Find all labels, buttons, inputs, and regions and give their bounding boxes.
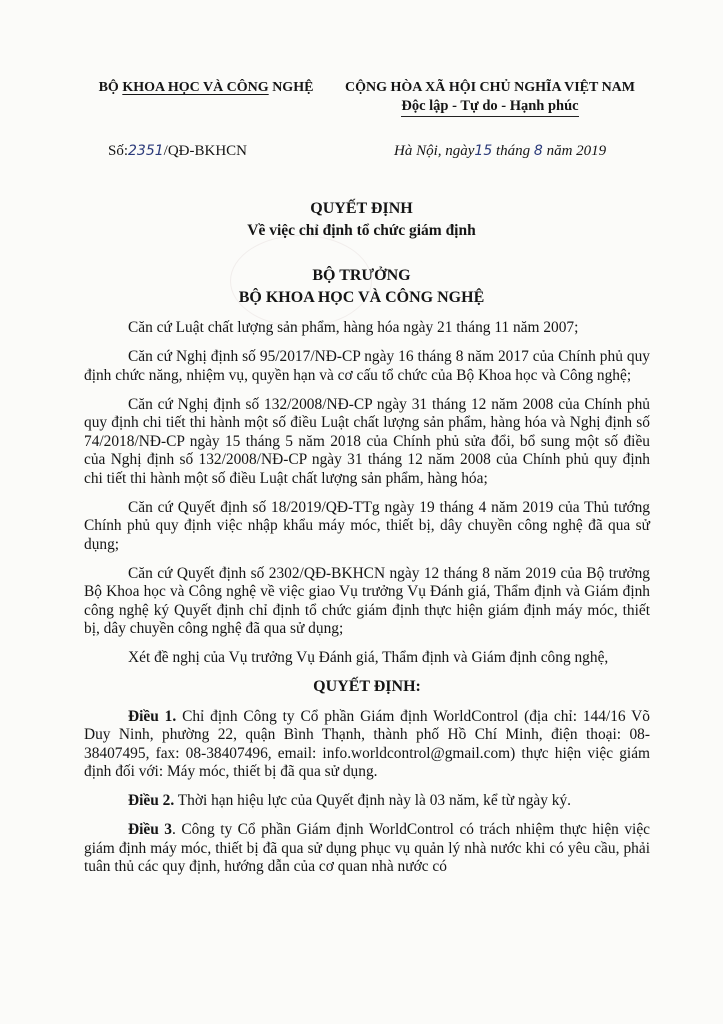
article-1-text: Chỉ định Công ty Cổ phần Giám định WorldControl (địa chỉ: 144/16 Võ Duy Ninh, phường 22, quận Bình Thạnh, thành phố Hồ Chí Minh, điện thoại: 08-38407495, fax: 08-38407496, email: info.worldcontrol@gmail.com) thực hiện việc giám định đối với: Máy móc, thiết bị đã qua sử dụng. xyxy=(84,707,650,780)
article-3-label: Điều 3 xyxy=(128,821,172,838)
article-3 xyxy=(84,821,650,877)
number-suffix: /QĐ-BKHCN xyxy=(163,143,247,159)
article-2-label: Điều 2. xyxy=(128,792,175,809)
article-1 xyxy=(84,708,650,782)
document-body xyxy=(84,319,650,887)
article-2 xyxy=(84,792,650,811)
document-number xyxy=(108,143,247,160)
legal-basis-3: Căn cứ Nghị định số 132/2008/NĐ-CP ngày 31 tháng 12 năm 2008 của Chính phủ quy định chi tiết thi hành một số điều Luật chất lượng sản phẩm, hàng hóa và Nghị định số 74/2018/NĐ-CP ngày 15 tháng 5 năm 2018 của Chính phủ sửa đổi, bổ sung một số điều của Nghị định số 132/2008/NĐ-CP ngày 31 tháng 12 năm 2008 của Chính phủ quy định chi tiết thi hành một số điều Luật chất lượng sản phẩm, hàng hóa; xyxy=(84,395,650,487)
decision-heading: QUYẾT ĐỊNH: xyxy=(313,678,421,695)
number-prefix: Số: xyxy=(108,143,129,159)
article-1-label: Điều 1. xyxy=(128,707,177,725)
handwritten-number: 2351 xyxy=(128,143,164,159)
place-date xyxy=(394,143,606,160)
handwritten-month: 8 xyxy=(533,143,543,159)
decision-subject: Về việc chỉ định tổ chức giám định xyxy=(247,222,476,239)
legal-basis-5: Căn cứ Quyết định số 2302/QĐ-BKHCN ngày 12 tháng 8 năm 2019 của Bộ trưởng Bộ Khoa học và Công nghệ về việc giao Vụ trưởng Vụ Đánh giá, Thẩm định và Giám định công nghệ ký Quyết định chỉ định tổ chức giám định thực hiện giám định máy móc, thiết bị, dây chuyền công nghệ đã qua sử dụng; xyxy=(84,564,650,637)
proposal-basis: Xét đề nghị của Vụ trưởng Vụ Đánh giá, Thẩm định và Giám định công nghệ, xyxy=(128,649,609,666)
date-year: năm 2019 xyxy=(546,143,607,159)
issuer-ministry: BỘ KHOA HỌC VÀ CÔNG NGHỆ xyxy=(238,289,485,306)
ministry-underlined: KHOA HỌC VÀ CÔNG xyxy=(122,80,269,95)
legal-basis-1: Căn cứ Luật chất lượng sản phẩm, hàng hóa ngày 21 tháng 11 năm 2007; xyxy=(128,319,579,336)
national-header xyxy=(330,80,650,117)
ministry-post: NGHỆ xyxy=(268,80,314,95)
issuer-title: BỘ TRƯỞNG xyxy=(312,267,411,284)
article-2-text: Thời hạn hiệu lực của Quyết định này là 03 năm, kể từ ngày ký. xyxy=(174,792,571,809)
national-motto: Độc lập - Tự do - Hạnh phúc xyxy=(401,98,578,117)
ministry-pre: BỘ xyxy=(98,80,123,95)
date-month-word: tháng xyxy=(496,143,531,159)
article-3-text: . Công ty Cổ phần Giám định WorldControl có trách nhiệm thực hiện việc giám định máy móc, thiết bị đã qua sử dụng phục vụ quản lý nhà nước khi có yêu cầu, phải tuân thủ các quy định, hướng dẫn của cơ quan nhà nước có xyxy=(84,821,650,875)
handwritten-day: 15 xyxy=(474,143,493,159)
date-prefix: Hà Nội, ngày xyxy=(394,143,475,159)
decision-title: QUYẾT ĐỊNH xyxy=(310,200,413,217)
legal-basis-4: Căn cứ Quyết định số 18/2019/QĐ-TTg ngày 19 tháng 4 năm 2019 của Thủ tướng Chính phủ quy định việc nhập khẩu máy móc, thiết bị, dây chuyền công nghệ đã qua sử dụng; xyxy=(84,498,650,553)
issuing-ministry xyxy=(88,80,324,96)
legal-basis-2: Căn cứ Nghị định số 95/2017/NĐ-CP ngày 16 tháng 8 năm 2017 của Chính phủ quy định chức năng, nhiệm vụ, quyền hạn và cơ cấu tổ chức của Bộ Khoa học và Công nghệ; xyxy=(84,348,650,384)
country-name: CỘNG HÒA XÃ HỘI CHỦ NGHĨA VIỆT NAM xyxy=(344,80,635,95)
